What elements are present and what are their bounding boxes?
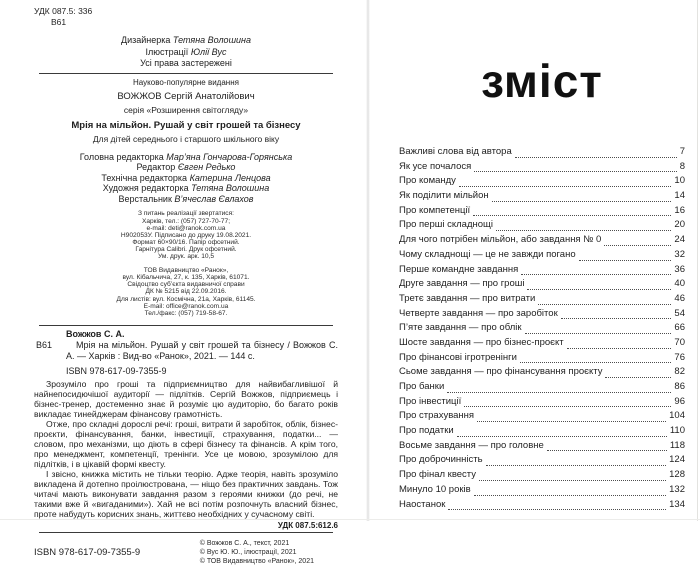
toc-entry: [399, 146, 685, 161]
dot-leader: [605, 377, 671, 378]
author-full-name: ВОЖЖОВ Сергій Анатолійович: [117, 90, 255, 102]
toc-entry: [399, 205, 685, 220]
catalog-isbn: ISBN 978-617-09-7355-9: [66, 365, 167, 376]
toc-entry-label: Минуло 10 років: [399, 483, 471, 495]
publisher-block: [34, 267, 338, 317]
toc-entry: [399, 322, 685, 337]
rights-line: Усі права застережені: [140, 58, 232, 68]
credit-role: Ілюстрації: [145, 46, 189, 57]
toc-entry-label: Про команду: [399, 175, 456, 187]
toc-entry-label: Як усе почалося: [399, 160, 472, 172]
toc-entry-label: Як поділити мільйон: [399, 190, 489, 202]
toc-entry-page: 76: [674, 351, 685, 363]
credit-person: Тетяна Волошина: [172, 35, 251, 45]
toc-entry-page: 132: [669, 483, 685, 495]
credit-line: [34, 47, 338, 59]
toc-entry-page: 20: [674, 219, 685, 231]
toc-entry-label: Про перші складнощі: [399, 219, 493, 231]
edition-block: [34, 78, 338, 144]
staff-line: [34, 183, 338, 194]
credit-line: [34, 35, 338, 47]
contact-line: Н902053У. Підписано до друку 19.08.2021.: [120, 231, 252, 239]
toc-entry: [399, 293, 685, 308]
staff-role: Головна редакторка: [79, 151, 164, 162]
divider: [39, 73, 333, 74]
toc-entry-label: Для чого потрібен мільйон, або завдання № 0: [399, 234, 602, 246]
dot-leader: [521, 274, 671, 275]
dot-leader: [525, 333, 672, 334]
staff-line: [34, 194, 338, 205]
annotation-block: [34, 379, 338, 519]
toc-entry: [399, 308, 685, 323]
edition-type: Науково-популярне видання: [133, 77, 239, 87]
dot-leader: [538, 304, 671, 305]
publisher-line: ТОВ Видавництво «Ранок»,: [143, 267, 229, 275]
toc-entry: [399, 381, 685, 396]
dot-leader: [477, 421, 666, 422]
toc-entry-label: Перше командне завдання: [399, 263, 519, 275]
toc-entry-page: 118: [669, 439, 685, 451]
toc-entry: [399, 396, 685, 411]
divider: [39, 532, 333, 533]
credit-person: Юлії Вус: [190, 46, 227, 57]
toc-entry: [399, 499, 685, 514]
dot-leader: [520, 362, 672, 363]
toc-entry-page: 8: [679, 160, 685, 172]
toc-entry: [399, 278, 685, 293]
author-sign-code: В61: [51, 17, 67, 27]
contact-line: Гарнітура Calibri. Друк офсетний.: [135, 245, 237, 253]
contact-block: [34, 210, 338, 260]
toc-entry: [399, 484, 685, 499]
catalog-code: В61: [36, 339, 53, 350]
toc-entry-label: Про податки: [399, 425, 454, 437]
toc-entry: [399, 264, 685, 279]
toc-page: [368, 0, 700, 521]
toc-entry-label: Восьме завдання — про головне: [399, 439, 544, 451]
toc-entry-page: 14: [674, 190, 685, 202]
staff-line: [34, 162, 338, 173]
toc-entry-page: 24: [674, 234, 685, 246]
dot-leader: [474, 495, 666, 496]
toc-entry-page: 128: [669, 469, 685, 481]
toc-entry-label: Третє завдання — про витрати: [399, 292, 536, 304]
publisher-line: E-mail: office@ranok.com.ua: [143, 302, 229, 310]
toc-entry-label: Про фінансові ігротренінги: [399, 351, 517, 363]
toc-entry-label: Про доброчинність: [399, 454, 483, 466]
staff-line: [34, 173, 338, 184]
toc-entry-label: Чому складнощі — це не завжди погано: [399, 248, 576, 260]
book-title: Мрія на мільйон. Рушай у світ грошей та бізнесу: [71, 119, 301, 131]
catalog-row: [34, 340, 338, 363]
toc-entry: [399, 410, 685, 425]
udk-block: [34, 6, 338, 28]
dot-leader: [567, 348, 672, 349]
toc-entry-page: 82: [674, 366, 685, 378]
toc-title: зміст: [481, 55, 603, 107]
toc-entry: [399, 234, 685, 249]
annotation-paragraph: Отже, про складні дорослі речі: гроші, витрати й заробіток, облік, бізнес-проєкти, фінансування, банки, інвестиції, страхування, податки... — словом, про механізми, що діють в сфері бізнесу та фінансів. А крім того, про менеджмент, компетенції, тренінги. Усе це мовою, зрозумілою для підлітків, і в цікавій формі квесту.: [34, 418, 338, 469]
toc-entry-page: 110: [669, 425, 685, 437]
dot-leader: [561, 318, 672, 319]
toc-entry: [399, 190, 685, 205]
toc-entry: [399, 366, 685, 381]
toc-entry-label: П’яте завдання — про облік: [399, 322, 522, 334]
toc-entry-page: 10: [674, 175, 685, 187]
toc-entry-label: Про страхування: [399, 410, 475, 422]
copyright-line: © Вус Ю. Ю., ілюстрації, 2021: [199, 548, 297, 556]
toc-entry: [399, 469, 685, 484]
dot-leader: [474, 171, 676, 172]
staff-person: В’ячеслав Євлахов: [174, 193, 254, 204]
staff-role: Редактор: [136, 162, 176, 173]
publisher-line: вул. Кібальчича, 27, к. 135, Харків, 61071.: [122, 274, 250, 282]
page-edge: [0, 519, 700, 520]
contact-line: З питань реалізації звертатися:: [137, 210, 234, 218]
toc-entry: [399, 454, 685, 469]
dot-leader: [527, 289, 671, 290]
toc-entry: [399, 425, 685, 440]
toc-entry: [399, 337, 685, 352]
toc-entry-page: 86: [674, 381, 685, 392]
toc-entry-page: 54: [674, 307, 685, 319]
catalog-card: [34, 329, 338, 376]
series-name: серія «Розширення світогляду»: [123, 104, 249, 115]
toc-entry-label: Друге завдання — про гроші: [399, 278, 525, 290]
toc-entry: [399, 161, 685, 176]
page-gutter-shadow: [366, 0, 370, 521]
divider: [39, 325, 333, 326]
copyright-block: [200, 539, 314, 566]
staff-person: Катерина Ленцова: [189, 172, 271, 183]
credits-block: [34, 35, 338, 58]
contact-line: Харків, тел.: (057) 727-70-77;: [141, 217, 231, 225]
toc-entry-label: Про банки: [399, 381, 445, 392]
publisher-line: ДК № 5215 від 22.09.2016.: [145, 288, 227, 296]
contact-line: Ум. друк. арк. 10,5: [157, 253, 215, 261]
staff-block: [34, 152, 338, 205]
contact-line: e-mail: deti@ranok.com.ua: [146, 224, 226, 232]
toc-entry-label: Про компетенції: [399, 204, 471, 216]
contact-line: Формат 60×90/16. Папір офсетний.: [132, 238, 240, 246]
toc-entry-label: Про фінал квесту: [399, 469, 477, 481]
toc-entry-label: Сьоме завдання — про фінансування проєкту: [399, 366, 603, 378]
udk-bottom: УДК 087.5:612.6: [277, 520, 338, 530]
toc-entry: [399, 440, 685, 455]
toc-entry: [399, 175, 685, 190]
dot-leader: [464, 406, 671, 407]
staff-line: [34, 152, 338, 163]
toc-entry-page: 7: [679, 146, 685, 157]
toc-entry-page: 32: [674, 248, 685, 260]
dot-leader: [457, 436, 667, 437]
dot-leader: [473, 215, 671, 216]
toc-entry-label: Важливі слова від автора: [399, 146, 512, 157]
catalog-author: Вожжов С. А.: [66, 328, 125, 339]
dot-leader: [604, 245, 671, 246]
toc-entry-page: 46: [674, 292, 685, 304]
toc-entry-page: 40: [674, 278, 685, 290]
toc-entry: [399, 249, 685, 264]
staff-role: Художня редакторка: [102, 183, 189, 194]
dot-leader: [579, 260, 672, 261]
footer-isbn: ISBN 978-617-09-7355-9: [34, 546, 141, 558]
copyright-line: © ТОВ Видавництво «Ранок», 2021: [199, 557, 314, 565]
dot-leader: [459, 186, 671, 187]
toc-list: [399, 146, 685, 513]
dot-leader: [496, 230, 671, 231]
imprint-footer: [34, 539, 338, 566]
staff-role: Верстальник: [118, 193, 172, 204]
toc-entry-page: 70: [674, 336, 685, 348]
toc-entry-label: Четверте завдання — про заробіток: [399, 307, 558, 319]
toc-entry-page: 36: [674, 263, 685, 275]
publisher-line: Свідоцтво суб’єкта видавничої справи: [127, 281, 245, 289]
toc-entry-page: 16: [674, 204, 685, 216]
page-edge: [697, 0, 698, 521]
toc-entry-label: Про інвестиції: [399, 395, 462, 407]
toc-entry-label: Шосте завдання — про бізнес-проєкт: [399, 336, 564, 348]
dot-leader: [492, 201, 672, 202]
toc-entry-page: 66: [674, 322, 685, 334]
dot-leader: [479, 480, 666, 481]
staff-role: Технічна редакторка: [101, 172, 188, 183]
udk-top: УДК 087.5: 336: [34, 6, 93, 16]
toc-entry: [399, 352, 685, 367]
copyright-line: © Вожжов С. А., текст, 2021: [199, 539, 290, 547]
dot-leader: [447, 392, 671, 393]
dot-leader: [486, 465, 667, 466]
toc-entry-label: Наостанок: [399, 498, 446, 510]
publisher-line: Для листів: вул. Космічна, 21а, Харків, 61145.: [116, 295, 256, 303]
audience-line: Для дітей середнього і старшого шкільного віку: [92, 133, 280, 144]
catalog-entry: Мрія на мільйон. Рушай у світ грошей та бізнесу / Вожжов С. А. — Харків : Вид-во «Ранок», 2021. — 144 с.: [66, 339, 338, 362]
toc-entry-page: 104: [669, 410, 685, 422]
toc-entry-page: 134: [669, 498, 685, 510]
annotation-paragraph: І звісно, книжка містить не тільки теорію. Адже теорія, навіть зрозуміло викладена й дотепно проілюстрована, — ніщо без практичних завдань. Тож читачі мають виконувати завдання разом з героями книжки (до речі, не такими вже й «вигаданими»). Хай не всі потім розпочнуть власний бізнес, проте набудуть корисних знань, життєво необхідних у сучасному світі.: [34, 468, 338, 519]
toc-entry-page: 124: [669, 454, 685, 466]
annotation-paragraph: Зрозуміло про гроші та підприємництво для найвибагливішої й найнепосидючішої аудиторії — підлітків. Сергій Вожжов, підприємець і бізнес-тренер, достеменно знає й розуміє цю аудиторію, бо багато років викладає тинейджерам фінансову грамотність.: [34, 378, 338, 419]
dot-leader: [547, 450, 667, 451]
credit-role: Дизайнерка: [120, 35, 171, 45]
dot-leader: [515, 157, 677, 158]
staff-person: Євген Редько: [177, 162, 236, 173]
toc-entry-page: 96: [674, 395, 685, 407]
dot-leader: [448, 509, 666, 510]
staff-person: Тетяна Волошина: [191, 183, 270, 194]
toc-entry: [399, 219, 685, 234]
publisher-line: Тел./факс: (057) 719-58-67.: [144, 309, 228, 317]
staff-person: Мар’яна Гончарова-Горянська: [166, 151, 293, 162]
